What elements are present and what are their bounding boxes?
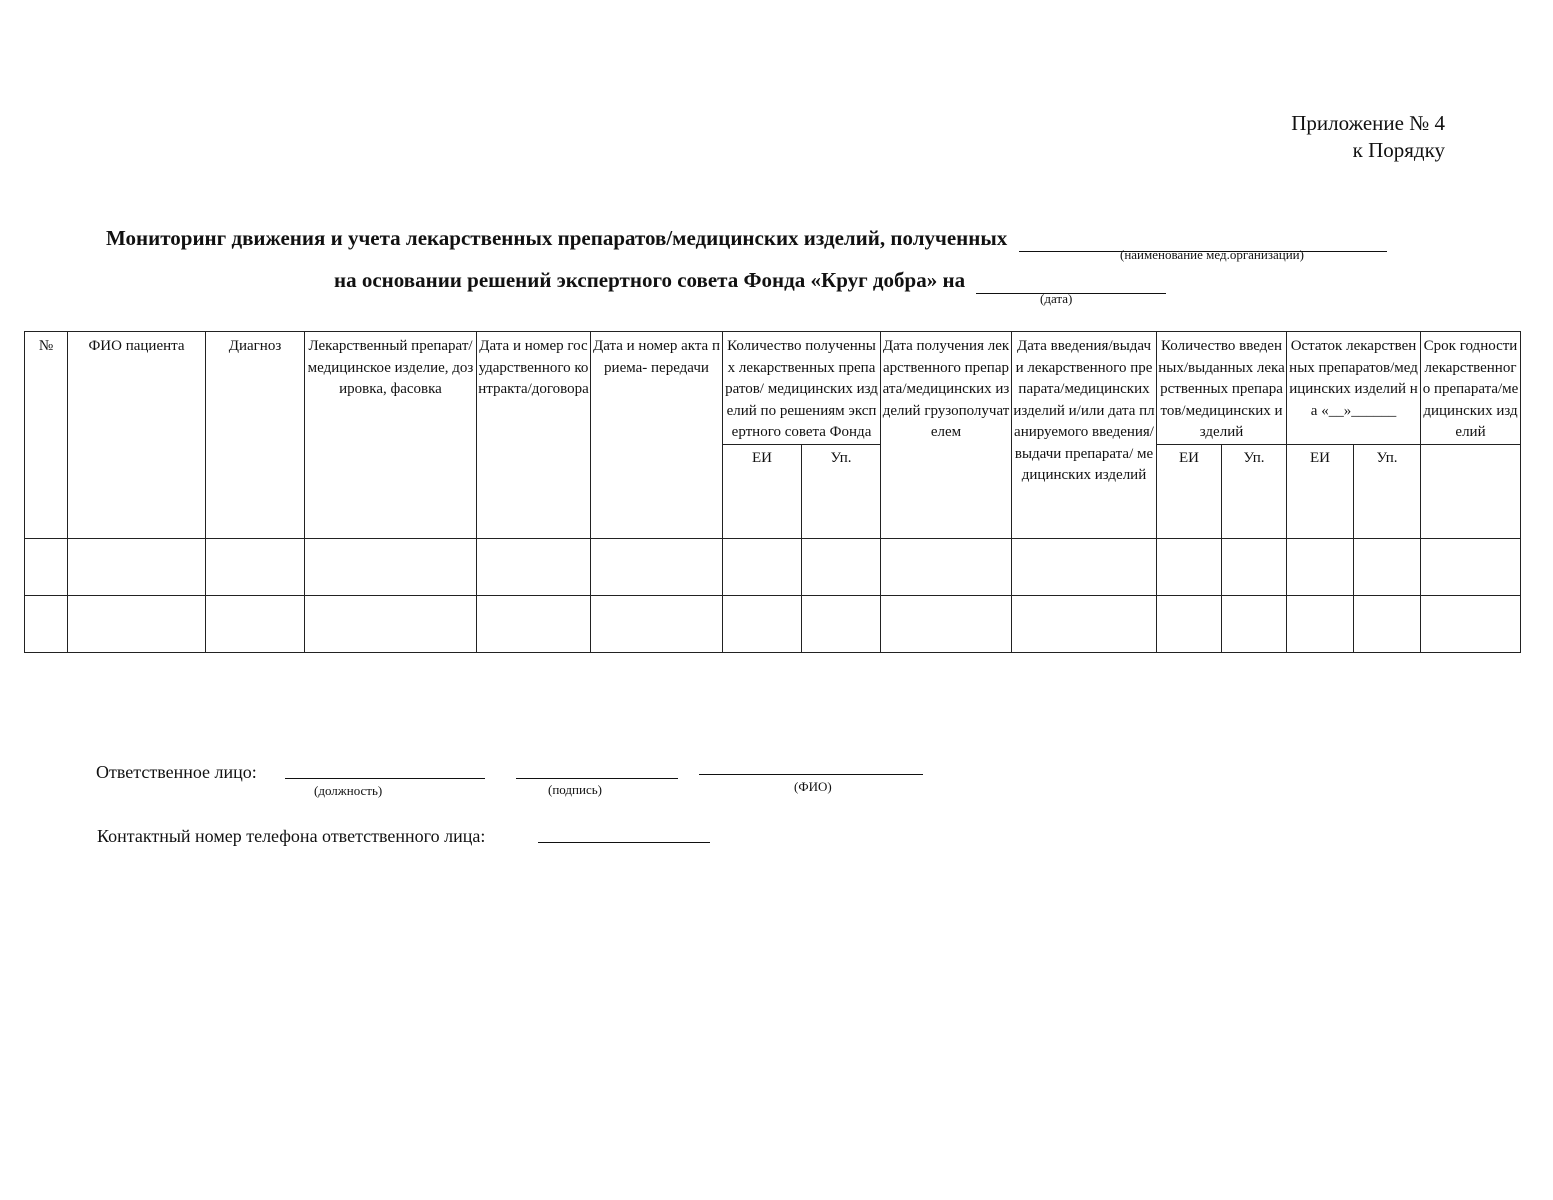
table-cell[interactable] (477, 538, 591, 595)
header-remaining-stock: Остаток лекарственных препаратов/медицинских изделий на «__»______ (1287, 332, 1421, 445)
table-cell[interactable] (68, 538, 206, 595)
table-cell[interactable] (305, 595, 477, 652)
header-diagnosis: Диагноз (206, 332, 305, 539)
form-subtitle-text: на основании решений экспертного совета Фонда «Круг добра» на (334, 268, 966, 292)
header-received-quantity: Количество полученных лекарственных препаратов/ медицинских изделий по решениям экспертного совета Фонда (723, 332, 881, 445)
table-cell[interactable] (477, 595, 591, 652)
subheader-administered-ei: ЕИ (1157, 444, 1222, 538)
table-cell[interactable] (1421, 595, 1521, 652)
signature-field[interactable] (516, 778, 678, 779)
table-cell[interactable] (1287, 538, 1354, 595)
table-cell[interactable] (881, 538, 1012, 595)
table-cell[interactable] (1354, 538, 1421, 595)
table-cell[interactable] (68, 595, 206, 652)
table-cell[interactable] (802, 538, 881, 595)
table-cell[interactable] (881, 595, 1012, 652)
table-row (25, 595, 1521, 652)
full-name-caption: (ФИО) (794, 779, 832, 794)
table-cell[interactable] (25, 595, 68, 652)
responsible-person-label: Ответственное лицо: (96, 762, 257, 782)
table-cell[interactable] (1222, 595, 1287, 652)
position-field[interactable] (285, 778, 485, 779)
phone-field[interactable] (538, 842, 710, 843)
subheader-received-ei: ЕИ (723, 444, 802, 538)
table-cell[interactable] (1012, 538, 1157, 595)
header-number: № (25, 332, 68, 539)
table-cell[interactable] (25, 538, 68, 595)
table-cell[interactable] (723, 595, 802, 652)
table-cell[interactable] (1012, 595, 1157, 652)
table-cell[interactable] (591, 595, 723, 652)
table-cell[interactable] (1421, 538, 1521, 595)
header-transfer-act: Дата и номер акта приема- передачи (591, 332, 723, 539)
table-cell[interactable] (206, 595, 305, 652)
table-cell[interactable] (1287, 595, 1354, 652)
table-cell[interactable] (305, 538, 477, 595)
table-cell[interactable] (723, 538, 802, 595)
full-name-field[interactable] (699, 774, 923, 775)
table-row (25, 538, 1521, 595)
monitoring-table (24, 331, 1521, 653)
subheader-remaining-up: Уп. (1354, 444, 1421, 538)
subheader-received-up: Уп. (802, 444, 881, 538)
date-caption: (дата) (1040, 291, 1073, 306)
header-administration-date: Дата введения/выдачи лекарственного препарата/медицинских изделий и/или дата планируемого введения/выдачи препарата/ медицинских изделий (1012, 332, 1157, 539)
subheader-expiry-blank (1421, 444, 1521, 538)
header-drug: Лекарственный препарат/медицинское изделие, дозировка, фасовка (305, 332, 477, 539)
header-administered-quantity: Количество введенных/выданных лекарственных препаратов/медицинских изделий (1157, 332, 1287, 445)
appendix-reference: к Порядку (1352, 138, 1445, 162)
table-header-row (25, 332, 1521, 445)
table-cell[interactable] (1157, 595, 1222, 652)
signature-caption: (подпись) (548, 782, 602, 797)
appendix-header (1291, 110, 1445, 164)
header-patient-name: ФИО пациента (68, 332, 206, 539)
header-receipt-date: Дата получения лекарственного препарата/медицинских изделий грузополучателем (881, 332, 1012, 539)
subheader-remaining-ei: ЕИ (1287, 444, 1354, 538)
table-cell[interactable] (1157, 538, 1222, 595)
position-caption: (должность) (314, 783, 383, 798)
appendix-number: Приложение № 4 (1291, 111, 1445, 135)
table-cell[interactable] (1222, 538, 1287, 595)
header-contract: Дата и номер государственного контракта/договора (477, 332, 591, 539)
table-cell[interactable] (1354, 595, 1421, 652)
organization-name-caption: (наименование мед.организации) (1120, 247, 1304, 262)
subheader-administered-up: Уп. (1222, 444, 1287, 538)
table-cell[interactable] (591, 538, 723, 595)
table-cell[interactable] (206, 538, 305, 595)
phone-label: Контактный номер телефона ответственного лица: (97, 826, 486, 846)
header-expiry-date: Срок годности лекарственного препарата/медицинских изделий (1421, 332, 1521, 445)
form-title-text: Мониторинг движения и учета лекарственных препаратов/медицинских изделий, полученных (106, 226, 1008, 250)
table-cell[interactable] (802, 595, 881, 652)
